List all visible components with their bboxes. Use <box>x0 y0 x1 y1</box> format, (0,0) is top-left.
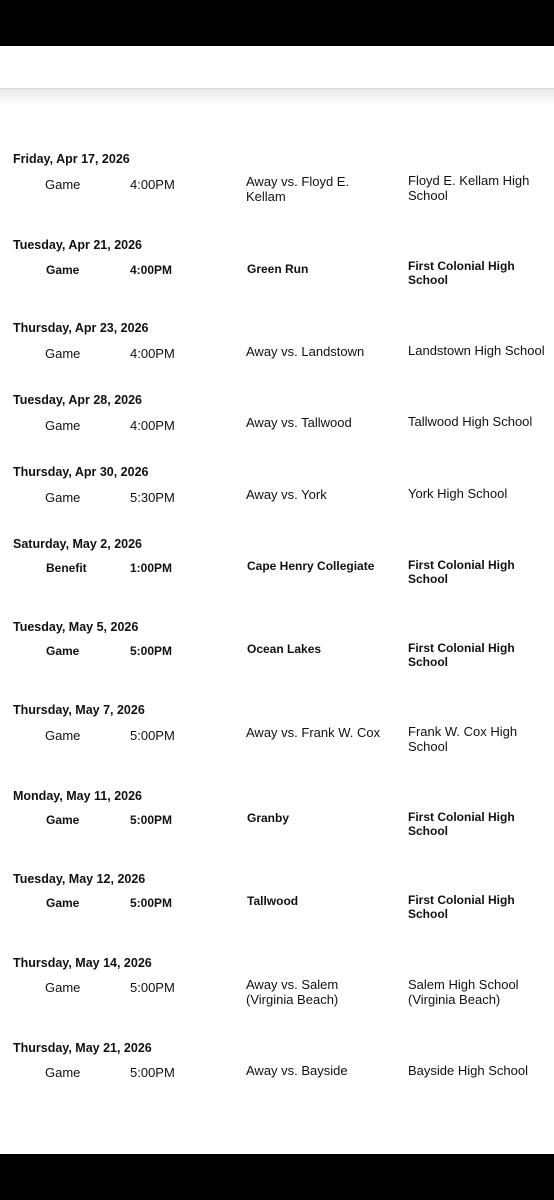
event-type: Game <box>45 177 81 192</box>
event-date: Tuesday, May 5, 2026 <box>13 620 139 634</box>
event-date: Thursday, May 7, 2026 <box>13 703 145 717</box>
event-date: Friday, Apr 17, 2026 <box>13 152 130 166</box>
event-opponent: Away vs. Landstown <box>246 344 365 359</box>
event-location: Frank W. Cox High School <box>408 724 518 754</box>
event-type: Game <box>45 728 81 743</box>
event-time: 4:00PM <box>130 346 175 361</box>
event-type: Game <box>45 980 81 995</box>
schedule-row[interactable] <box>0 956 554 1036</box>
schedule-row[interactable] <box>0 703 554 783</box>
event-date: Tuesday, Apr 21, 2026 <box>13 238 142 252</box>
event-opponent: Cape Henry Collegiate <box>247 559 375 573</box>
event-opponent: Granby <box>247 811 290 825</box>
event-date: Thursday, Apr 30, 2026 <box>13 465 149 479</box>
event-opponent: Away vs. Bayside <box>246 1063 348 1078</box>
event-time: 4:00PM <box>130 263 173 277</box>
event-type: Game <box>45 490 81 505</box>
event-type: Game <box>45 346 81 361</box>
event-time: 5:00PM <box>130 728 175 743</box>
event-location: Floyd E. Kellam High School <box>408 173 530 203</box>
event-time: 5:00PM <box>130 896 173 910</box>
event-type: Game <box>45 418 81 433</box>
event-opponent: Tallwood <box>247 894 299 908</box>
event-type: Game <box>46 644 80 658</box>
schedule-row[interactable] <box>0 465 554 545</box>
event-location: First Colonial High School <box>408 259 515 287</box>
event-time: 4:00PM <box>130 418 175 433</box>
event-type: Game <box>46 263 80 277</box>
event-opponent: Away vs. Floyd E. Kellam <box>246 174 350 204</box>
schedule-row[interactable] <box>0 152 554 232</box>
event-opponent: Away vs. York <box>246 487 327 502</box>
event-date: Monday, May 11, 2026 <box>13 789 142 803</box>
bottom-black-bar <box>0 1154 554 1200</box>
event-location: First Colonial High School <box>408 558 515 586</box>
event-time: 5:00PM <box>130 813 173 827</box>
event-date: Thursday, May 14, 2026 <box>13 956 152 970</box>
schedule-row[interactable] <box>0 1041 554 1121</box>
event-location: Tallwood High School <box>408 414 533 429</box>
schedule-row[interactable] <box>0 238 554 318</box>
event-time: 4:00PM <box>130 177 175 192</box>
event-time: 5:00PM <box>130 980 175 995</box>
event-type: Benefit <box>46 561 87 575</box>
event-time: 5:30PM <box>130 490 175 505</box>
event-opponent: Away vs. Tallwood <box>246 415 352 430</box>
event-opponent: Ocean Lakes <box>247 642 322 656</box>
event-location: Landstown High School <box>408 343 545 358</box>
event-opponent: Away vs. Salem (Virginia Beach) <box>246 977 339 1007</box>
event-time: 5:00PM <box>130 644 173 658</box>
event-time: 5:00PM <box>130 1065 175 1080</box>
event-location: First Colonial High School <box>408 893 515 921</box>
event-date: Tuesday, Apr 28, 2026 <box>13 393 142 407</box>
event-time: 1:00PM <box>130 561 173 575</box>
event-date: Thursday, May 21, 2026 <box>13 1041 152 1055</box>
schedule-row[interactable] <box>0 620 554 700</box>
schedule-row[interactable] <box>0 537 554 617</box>
event-location: Salem High School (Virginia Beach) <box>408 977 519 1007</box>
event-type: Game <box>46 896 80 910</box>
event-date: Saturday, May 2, 2026 <box>13 537 143 551</box>
event-date: Tuesday, May 12, 2026 <box>13 872 146 886</box>
schedule-row[interactable] <box>0 321 554 401</box>
schedule-row[interactable] <box>0 872 554 952</box>
event-location: First Colonial High School <box>408 810 515 838</box>
event-opponent: Away vs. Frank W. Cox <box>246 725 381 740</box>
event-location: First Colonial High School <box>408 641 515 669</box>
event-location: Bayside High School <box>408 1063 528 1078</box>
event-location: York High School <box>408 486 508 501</box>
event-type: Game <box>46 813 80 827</box>
event-opponent: Green Run <box>247 262 309 276</box>
event-type: Game <box>45 1065 81 1080</box>
schedule-row[interactable] <box>0 393 554 473</box>
event-date: Thursday, Apr 23, 2026 <box>13 321 149 335</box>
schedule-row[interactable] <box>0 789 554 869</box>
